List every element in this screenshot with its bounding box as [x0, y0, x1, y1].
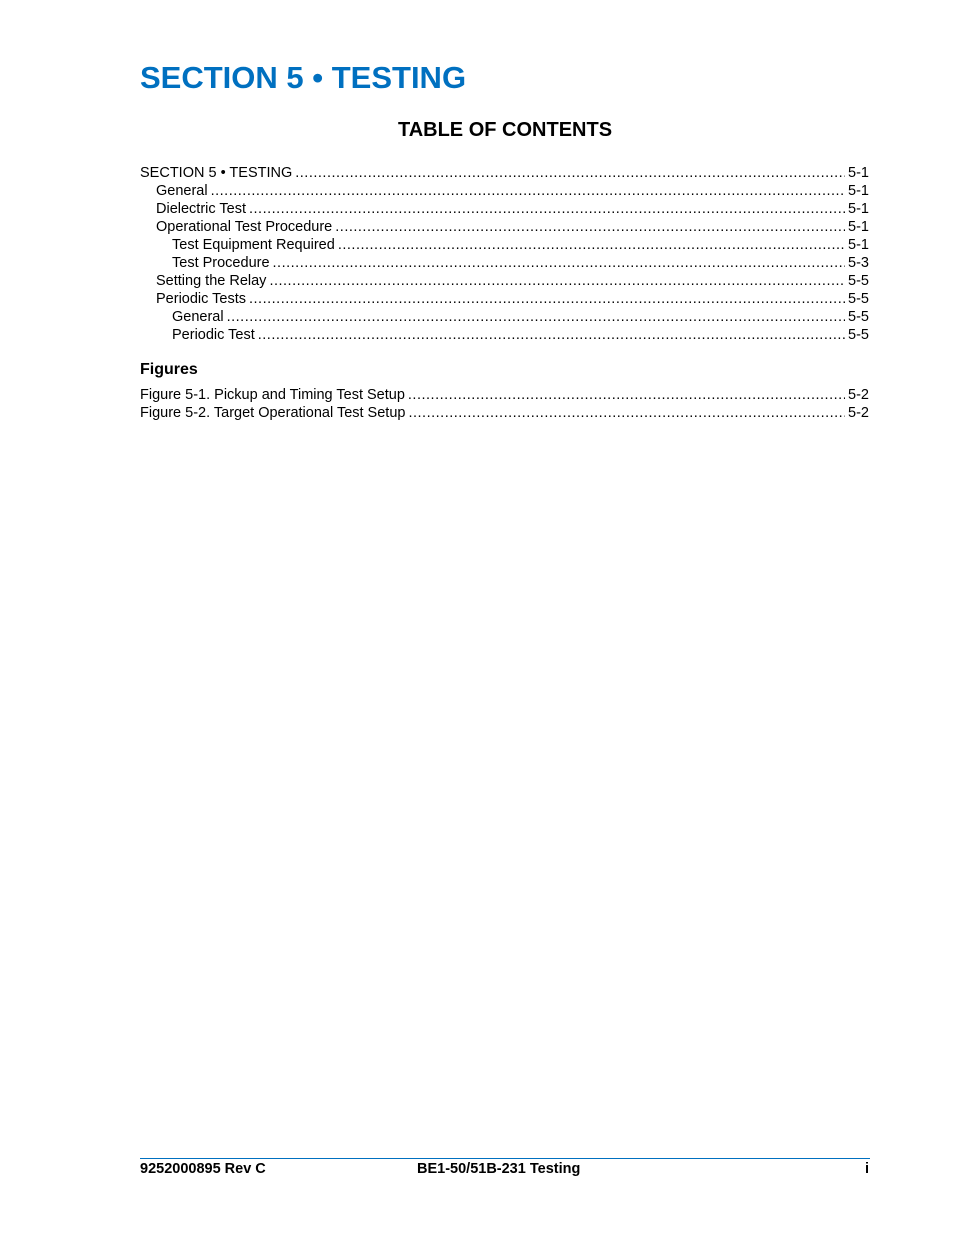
dot-leader	[295, 164, 845, 182]
toc-entry-label: General	[156, 183, 208, 199]
toc-entry[interactable]	[140, 290, 869, 308]
page-footer	[140, 1160, 870, 1178]
dot-leader	[335, 218, 845, 236]
dot-leader	[258, 326, 845, 344]
figure-entry[interactable]	[140, 404, 869, 422]
dot-leader	[338, 236, 845, 254]
section-title: SECTION 5 • TESTING	[140, 60, 467, 95]
toc-entry[interactable]	[140, 326, 869, 344]
dot-leader	[249, 290, 845, 308]
document-number: 9252000895 Rev C	[140, 1161, 266, 1177]
toc-entry-label: Operational Test Procedure	[156, 219, 333, 235]
dot-leader	[269, 272, 845, 290]
toc-entry-label: Periodic Test	[172, 327, 255, 343]
toc-entry[interactable]	[140, 218, 869, 236]
figure-entry-label: Figure 5-1. Pickup and Timing Test Setup	[140, 387, 405, 403]
toc-entry-page: 5-1	[848, 237, 869, 253]
toc-entry-page: 5-1	[848, 183, 869, 199]
toc-entry[interactable]	[140, 236, 869, 254]
toc-entry-label: Setting the Relay	[156, 273, 267, 289]
toc-entry-page: 5-5	[848, 309, 869, 325]
document-title: BE1-50/51B-231 Testing	[417, 1161, 581, 1177]
toc-entry[interactable]	[140, 254, 869, 272]
toc-entry[interactable]	[140, 200, 869, 218]
toc-entry-page: 5-5	[848, 327, 869, 343]
dot-leader	[211, 182, 845, 200]
toc-entry-label: Test Procedure	[172, 255, 270, 271]
toc-entry-label: Dielectric Test	[156, 201, 246, 217]
figure-entry[interactable]	[140, 386, 869, 404]
toc-entry-label: Test Equipment Required	[172, 237, 335, 253]
dot-leader	[408, 386, 845, 404]
dot-leader	[227, 308, 845, 326]
toc-entry[interactable]	[140, 308, 869, 326]
dot-leader	[408, 404, 845, 422]
toc-entry-page: 5-1	[848, 165, 869, 181]
toc-entry-page: 5-3	[848, 255, 869, 271]
figure-entry-page: 5-2	[848, 387, 869, 403]
list-of-figures	[140, 386, 869, 422]
toc-entry-page: 5-5	[848, 273, 869, 289]
toc-entry-page: 5-5	[848, 291, 869, 307]
toc-entry-label: General	[172, 309, 224, 325]
toc-entry-page: 5-1	[848, 201, 869, 217]
toc-entry[interactable]	[140, 182, 869, 200]
dot-leader	[273, 254, 846, 272]
figures-heading: Figures	[140, 361, 198, 378]
figure-entry-label: Figure 5-2. Target Operational Test Setup	[140, 405, 406, 421]
toc-entry-label: SECTION 5 • TESTING	[140, 165, 293, 181]
footer-divider	[140, 1158, 870, 1159]
figure-entry-page: 5-2	[848, 405, 869, 421]
page-number: i	[864, 1161, 869, 1177]
table-of-contents	[140, 164, 869, 344]
toc-entry[interactable]	[140, 164, 869, 182]
toc-entry[interactable]	[140, 272, 869, 290]
toc-entry-label: Periodic Tests	[156, 291, 246, 307]
toc-entry-page: 5-1	[848, 219, 869, 235]
toc-title: TABLE OF CONTENTS	[397, 119, 613, 141]
dot-leader	[249, 200, 845, 218]
